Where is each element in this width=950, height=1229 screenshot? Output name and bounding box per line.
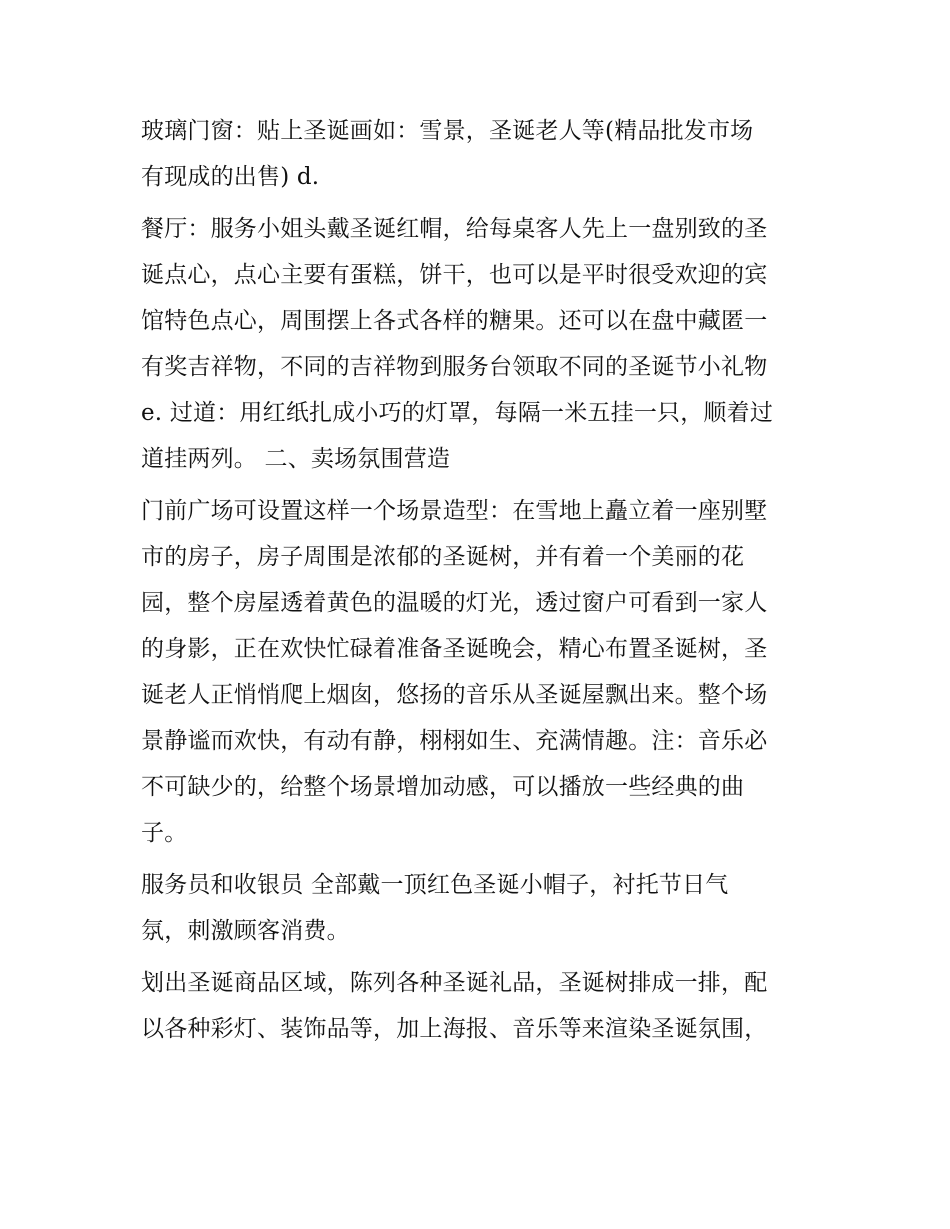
text-line: 馆特色点心，周围摆上各式各样的糖果。还可以在盘中藏匿一 [141, 308, 768, 334]
text-line: 景静谧而欢快，有动有静，栩栩如生、充满情趣。注：音乐必 [141, 728, 768, 754]
paragraph-staff-hats [141, 862, 821, 954]
paragraph-plaza-scene [141, 488, 821, 856]
text-line: 餐厅：服务小姐头戴圣诞红帽，给每桌客人先上一盘别致的圣 [141, 216, 768, 242]
text-line: 有现成的出售) d. [141, 164, 320, 190]
document-body [141, 108, 821, 1052]
text-line: 玻璃门窗：贴上圣诞画如：雪景，圣诞老人等(精品批发市场 [141, 118, 754, 144]
text-line: 氛，刺激顾客消费。 [141, 918, 350, 944]
text-line: 子。 [141, 820, 188, 846]
text-line: 的身影，正在欢快忙碌着准备圣诞晚会，精心布置圣诞树，圣 [141, 636, 768, 662]
text-line: 市的房子，房子周围是浓郁的圣诞树，并有着一个美丽的花 [141, 544, 745, 570]
text-line: 诞点心，点心主要有蛋糕，饼干，也可以是平时很受欢迎的宾 [141, 262, 768, 288]
text-line: 以各种彩灯、装饰品等，加上海报、音乐等来渲染圣诞氛围， [141, 1016, 768, 1042]
text-line: 不可缺少的，给整个场景增加动感，可以播放一些经典的曲 [141, 774, 745, 800]
paragraph-christmas-zone [141, 960, 821, 1052]
text-line: 园，整个房屋透着黄色的温暖的灯光，透过窗户可看到一家人 [141, 590, 768, 616]
text-line: 门前广场可设置这样一个场景造型：在雪地上矗立着一座别墅 [141, 498, 768, 524]
paragraph-restaurant [141, 206, 821, 482]
text-line: e. 过道：用红纸扎成小巧的灯罩，每隔一米五挂一只，顺着过 [141, 400, 774, 426]
text-line: 划出圣诞商品区域，陈列各种圣诞礼品，圣诞树排成一排，配 [141, 970, 768, 996]
text-line: 诞老人正悄悄爬上烟囱，悠扬的音乐从圣诞屋飘出来。整个场 [141, 682, 768, 708]
text-line: 道挂两列。 二、卖场氛围营造 [141, 446, 451, 472]
text-line: 服务员和收银员 全部戴一顶红色圣诞小帽子，衬托节日气 [141, 872, 729, 898]
text-line: 有奖吉祥物，不同的吉祥物到服务台领取不同的圣诞节小礼物 [141, 354, 768, 380]
paragraph-glass-doors [141, 108, 821, 200]
